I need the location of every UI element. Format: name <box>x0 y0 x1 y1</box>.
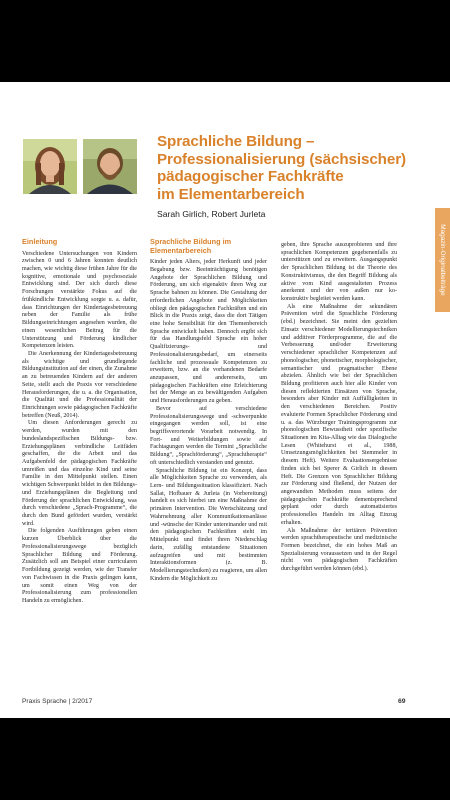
page-number: 69 <box>398 698 406 705</box>
paragraph: Als eine Maßnahme der sekundären Prävention wird die Sprachliche Förderung (ebd.) bezeichnet. Sie meint den gezielten Einsatz verschiedener Modellierungstechniken und additiver Förderprogramme, die auf die Verbesserung und/oder Erweiterung verschiedener sprachlicher Kompetenzen auf phonologischer, phonetischer, morphologischer, semantischer und pragmatischer Ebene abzielen. Ähnlich wie bei der Sprachlichen Bildung profitieren auch hier alle Kinder von diesen reflektierten Einsätzen von Sprache, besonders aber Kinder mit Auffälligkeiten in den verschiedenen Bereichen. Positiv evaluierte Formen Sprachlicher Förderung sind u. a. das Würzburger Trainingsprogramm zur phonologischen Bewusstheit oder spezifische Situationen im Kita-Alltag wie das Dialogische Lesen (Whitehurst et al., 1988, Umsetzungsmöglichkeiten bei Stemmeler in diesem Heft). Weitere Evaluationsergebnisse finden sich bei Sperer & Girlich in diesem Heft. Die Grenzen von Sprachlicher Bildung zur Förderung sind fließend, der Nutzen der angewandten Methoden muss seitens der pädagogischen Fachkräfte dementsprechend geplant oder durch automatisiertes professionelles Handeln im Alltag Einzug erhalten. <box>281 303 397 526</box>
magazine-page <box>0 82 450 718</box>
title-line: im Elementarbereich <box>157 185 305 203</box>
paragraph: Kinder jeden Alters, jeder Herkunft und jeder Begabung bzw. Beeinträchtigung benötigen Angebote der Sprachlichen Bildung und Förderung, um sich eigenaktiv ihren Weg zur Sprache bahnen zu können. Die Gestaltung der erforderlichen Angebote und Möglichkeiten obliegt den pädagogischen Fachkräften und ein Blick in die Praxis zeigt, dass die dort Tätigen eine hohe Sensibilität für den Themenbereich Sprache entwickelt haben. Dennoch ergibt sich für das Handlungsfeld Sprache ein hoher Qualifizierungs- und Professionalisierungsbedarf, um einerseits fachliche und prozessuale Kompetenzen zu erweitern, bzw. an die vorhandenen Bedarfe anzupassen, und andererseits, um pädagogischen Fachkräften eine Erleichterung bei der Menge an zu bewältigenden Aufgaben und Herausforderungen zu geben. <box>150 259 267 405</box>
side-tab-label: Magazin-Originalbeiträge <box>439 224 446 296</box>
section-side-tab <box>435 208 450 312</box>
text-column-1 <box>22 238 137 606</box>
text-column-3 <box>281 242 397 574</box>
footer-journal: Praxis Sprache | 2/2017 <box>22 698 93 705</box>
text-column-2 <box>150 238 267 583</box>
article-authors: Sarah Girlich, Robert Jurleta <box>157 209 266 219</box>
paragraph: Um diesen Anforderungen gerecht zu werden, wurden mit den bundeslandspezifischen Bildungs- bzw. Erziehungsplänen verbindliche Leitfäden geschaffen, die die Arbeit und das Aufgabenfeld der pädagogischen Fachkräfte umreißen und das einzelne Kind und seine Familie in den Mittelpunkt stellen. Einen wichtigen Schwerpunkt bildet in den Bildungs- und Erziehungsplänen die Begleitung und Förderung der sprachlichen Entwicklung, was durch verschiedene „Sprach-Programme“, die durch den Bund gefördert wurden, verstärkt wird. <box>22 420 137 527</box>
article-title <box>157 133 417 203</box>
paragraph: Die folgenden Ausführungen geben einen kurzen Überblick über die Professionalisierungswege bezüglich Sprachlicher Bildung und Förderung. Zusätzlich soll am Beispiel einer curricularen Fortbildung gezeigt werden, wie der Transfer von Fachwissen in die Praxis gelingen kann, um somit einen Weg von der Professionalisierung zum professionellen Handeln zu ermöglichen. <box>22 528 137 604</box>
paragraph: Als Maßnahme der tertiären Prävention werden sprachtherapeutische und medizinische Formen bezeichnet, die ein hohes Maß an Spezialisierung voraussetzen und in der Regel nicht von pädagogischen Fachkräften durchgeführt werden können (ebd.). <box>281 527 397 573</box>
author-photo-robert-jurleta <box>83 139 137 194</box>
section-heading-sprachliche-bildung: Sprachliche Bildung im Elementarbereich <box>150 237 232 255</box>
title-line: Sprachliche Bildung – <box>157 133 315 150</box>
paragraph: Bevor auf verschiedene Professionalisierungswege und -schwerpunkte eingegangen werden soll, ist eine begriffsverortende Vorarbeit notwendig. In Fort- und Weiterbildungen sowie auf Fachtagungen werden die Termini „Sprachliche Bildung“, „Sprachförderung“, „Sprachtherapie“ oft unterschiedlich verstanden und genutzt. <box>150 405 267 466</box>
paragraph: geben, ihre Sprache auszuprobieren und ihre sprachlichen Kompetenzen gegebenenfalls zu unterstützen und zu erweitern. Ausgangspunkt der Sprachlichen Bildung ist die Theorie des Konstruktivismus, die den Begriff Bildung als aktive vom Kind ausgestalteten Prozess anerkennt und der von außen nur ko-konstruktiv begleitet werden kann. <box>281 242 397 303</box>
author-photo-sarah-girlich <box>23 139 77 194</box>
paragraph: Die Anerkennung der Kindertagesbetreuung als wichtige und grundlegende Bildungsinstitution auf der einen, die Zunahme an zu betreuenden Kindern auf der anderen Seite, stellt auch die Praxis vor verschiedene Herausforderungen, die u. a. die Organisation, die Qualität und die Professionalität der Einrichtungen sowie pädagogischen Fachkräfte betreffen (Neuß, 2014). <box>22 350 137 419</box>
paragraph: Verschiedene Untersuchungen von Kindern zwischen 0 und 6 Jahren konnten deutlich machen, wie wichtig diese frühen Jahre für die kognitive, emotionale und psychosoziale Entwicklung sind. Der sich durch diese Forschungen verstärkte Fokus auf die frühkindliche Entwicklung sorgte u. a. dafür, dass Einrichtungen der Kindertagesbetreuung neben der Familie als frühe Bildungseinrichtungen angesehen wurden, die einen wesentlichen Beitrag für die Unterstützung und Förderung kindlicher Kompetenzen leisten. <box>22 250 137 350</box>
title-line: pädagogischer Fachkräfte <box>157 168 344 185</box>
section-heading-einleitung: Einleitung <box>22 237 58 246</box>
title-line: Professionalisierung (sächsischer) <box>157 150 406 168</box>
paragraph: Sprachliche Bildung ist ein Konzept, dass alle Möglichkeiten Sprache zu verwenden, als Lern- und Bildungssituation klassifiziert. Nach Sallat, Hofbauer & Jurleta (in Vorbereitung) handelt es sich hierbei um eine Maßnahme der primären Intervention. Die Wertschätzung und Wahrnehmung aller Kommunikationsanlässe und -wünsche der Kinder untereinander und mit den pädagogischen Fachkräften steht im Mittelpunkt und findet ihren Niederschlag darin, zufällig entstandene Situationen aufzugreifen und mit bestimmten Interaktionsformen (z. B. Modellierungstechniken) zu reagieren, um allen Kindern die Möglichkeit zu <box>150 467 267 582</box>
